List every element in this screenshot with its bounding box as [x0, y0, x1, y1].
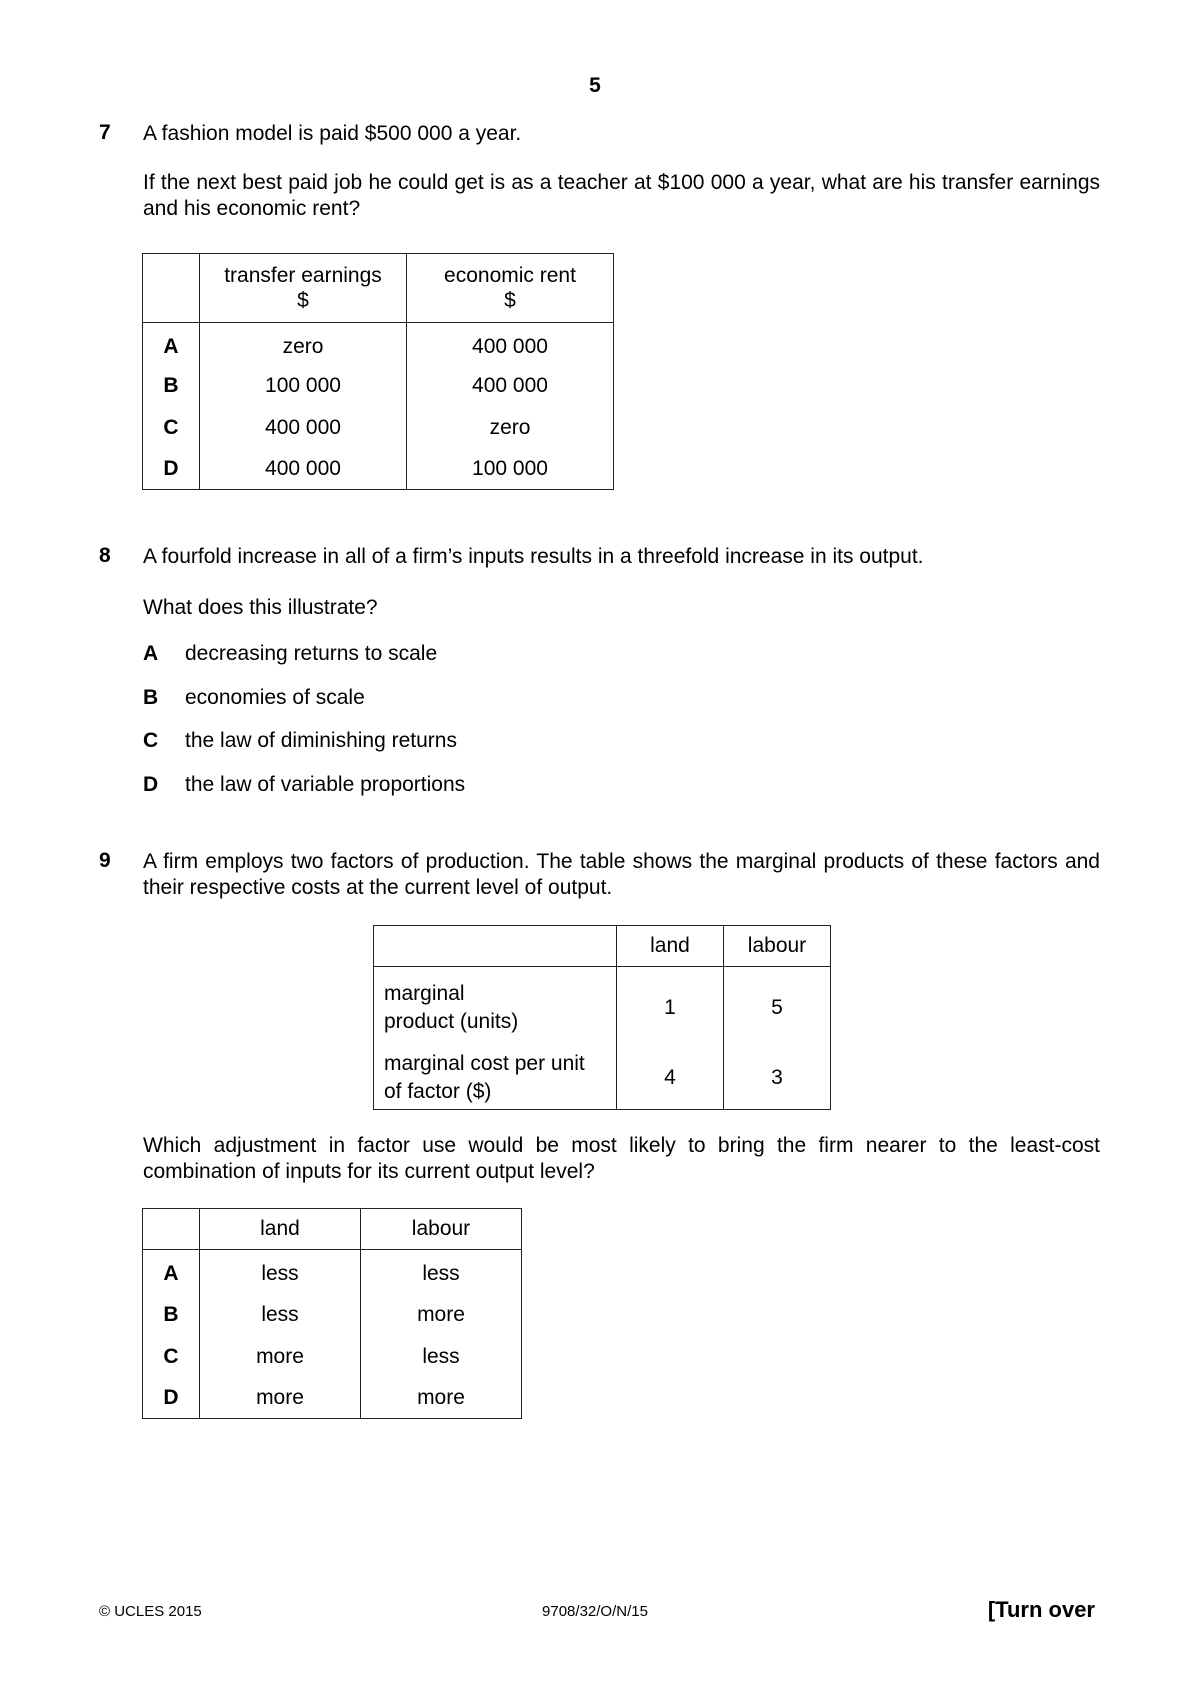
option-letter: B — [143, 686, 159, 709]
option-letter: D — [143, 773, 159, 796]
option-letter: B — [143, 365, 200, 407]
land-value: 1 — [617, 967, 724, 1048]
row-label-marginal-product: marginal product (units) — [374, 967, 617, 1048]
header-land: land — [617, 926, 724, 967]
question-9-intro: A firm employs two factors of production. The table shows the marginal products of these factors and their respective costs at the current level of output. — [143, 850, 1100, 899]
option-text: the law of diminishing returns — [185, 729, 457, 752]
transfer-earnings-value: 100 000 — [200, 365, 407, 407]
labour-value: less — [361, 1250, 522, 1295]
header-labour: labour — [361, 1209, 522, 1250]
land-value: less — [200, 1250, 361, 1295]
row-label-marginal-cost: marginal cost per unit of factor ($) — [374, 1047, 617, 1110]
table-row — [374, 967, 831, 1048]
option-text: economies of scale — [185, 686, 365, 709]
economic-rent-value: zero — [407, 407, 614, 449]
table-row — [143, 1250, 522, 1295]
option-text: decreasing returns to scale — [185, 642, 438, 665]
turn-over-label: [Turn over — [987, 1597, 1095, 1622]
table-row — [143, 1336, 522, 1378]
table-corner-cell — [143, 1209, 200, 1250]
labour-value: less — [361, 1336, 522, 1378]
table-row — [143, 407, 614, 449]
question-7-intro: A fashion model is paid $500 000 a year. — [143, 122, 522, 145]
header-land: land — [200, 1209, 361, 1250]
land-value: more — [200, 1336, 361, 1378]
option-letter: D — [143, 1378, 200, 1419]
labour-value: more — [361, 1294, 522, 1336]
question-7-number: 7 — [99, 121, 111, 144]
option-text: the law of variable proportions — [185, 773, 466, 796]
economic-rent-value: 100 000 — [407, 449, 614, 490]
header-economic-rent: economic rent $ — [407, 254, 614, 323]
table-corner-cell — [143, 254, 200, 323]
header-transfer-earnings: transfer earnings $ — [200, 254, 407, 323]
labour-value: 3 — [724, 1047, 831, 1110]
transfer-earnings-value: 400 000 — [200, 407, 407, 449]
option-letter: A — [143, 642, 159, 665]
footer-paper-code: 9708/32/O/N/15 — [542, 1603, 648, 1620]
answer-table — [142, 1208, 522, 1419]
transfer-earnings-value: zero — [200, 323, 407, 366]
option-letter: C — [143, 407, 200, 449]
option-letter: A — [143, 1250, 200, 1295]
labour-value: more — [361, 1378, 522, 1419]
table-row — [143, 449, 614, 490]
question-8-intro: A fourfold increase in all of a firm’s inputs results in a threefold increase in its output. — [143, 545, 924, 568]
economic-rent-value: 400 000 — [407, 323, 614, 366]
land-value: less — [200, 1294, 361, 1336]
land-value: 4 — [617, 1047, 724, 1110]
factor-table — [373, 925, 831, 1110]
question-7-table — [142, 253, 614, 490]
page-number: 5 — [589, 74, 601, 97]
table-row — [143, 1294, 522, 1336]
option-letter: A — [143, 323, 200, 366]
table-row — [143, 365, 614, 407]
question-9-number: 9 — [99, 849, 111, 872]
option-letter: C — [143, 1336, 200, 1378]
table-row — [374, 1047, 831, 1110]
economic-rent-value: 400 000 — [407, 365, 614, 407]
question-7-stem: If the next best paid job he could get is as a teacher at $100 000 a year, what are his transfer earnings and his economic rent? — [143, 171, 1100, 220]
question-9-stem: Which adjustment in factor use would be most likely to bring the firm nearer to the least-cost combination of inputs for its current output level? — [143, 1134, 1100, 1183]
option-letter: C — [143, 729, 159, 752]
option-letter: B — [143, 1294, 200, 1336]
table-corner-cell — [374, 926, 617, 967]
header-labour: labour — [724, 926, 831, 967]
labour-value: 5 — [724, 967, 831, 1048]
option-letter: D — [143, 449, 200, 490]
question-8-number: 8 — [99, 544, 111, 567]
footer-copyright: © UCLES 2015 — [99, 1603, 202, 1620]
question-8-stem: What does this illustrate? — [143, 596, 378, 619]
transfer-earnings-value: 400 000 — [200, 449, 407, 490]
table-row — [143, 1378, 522, 1419]
table-row — [143, 323, 614, 366]
land-value: more — [200, 1378, 361, 1419]
